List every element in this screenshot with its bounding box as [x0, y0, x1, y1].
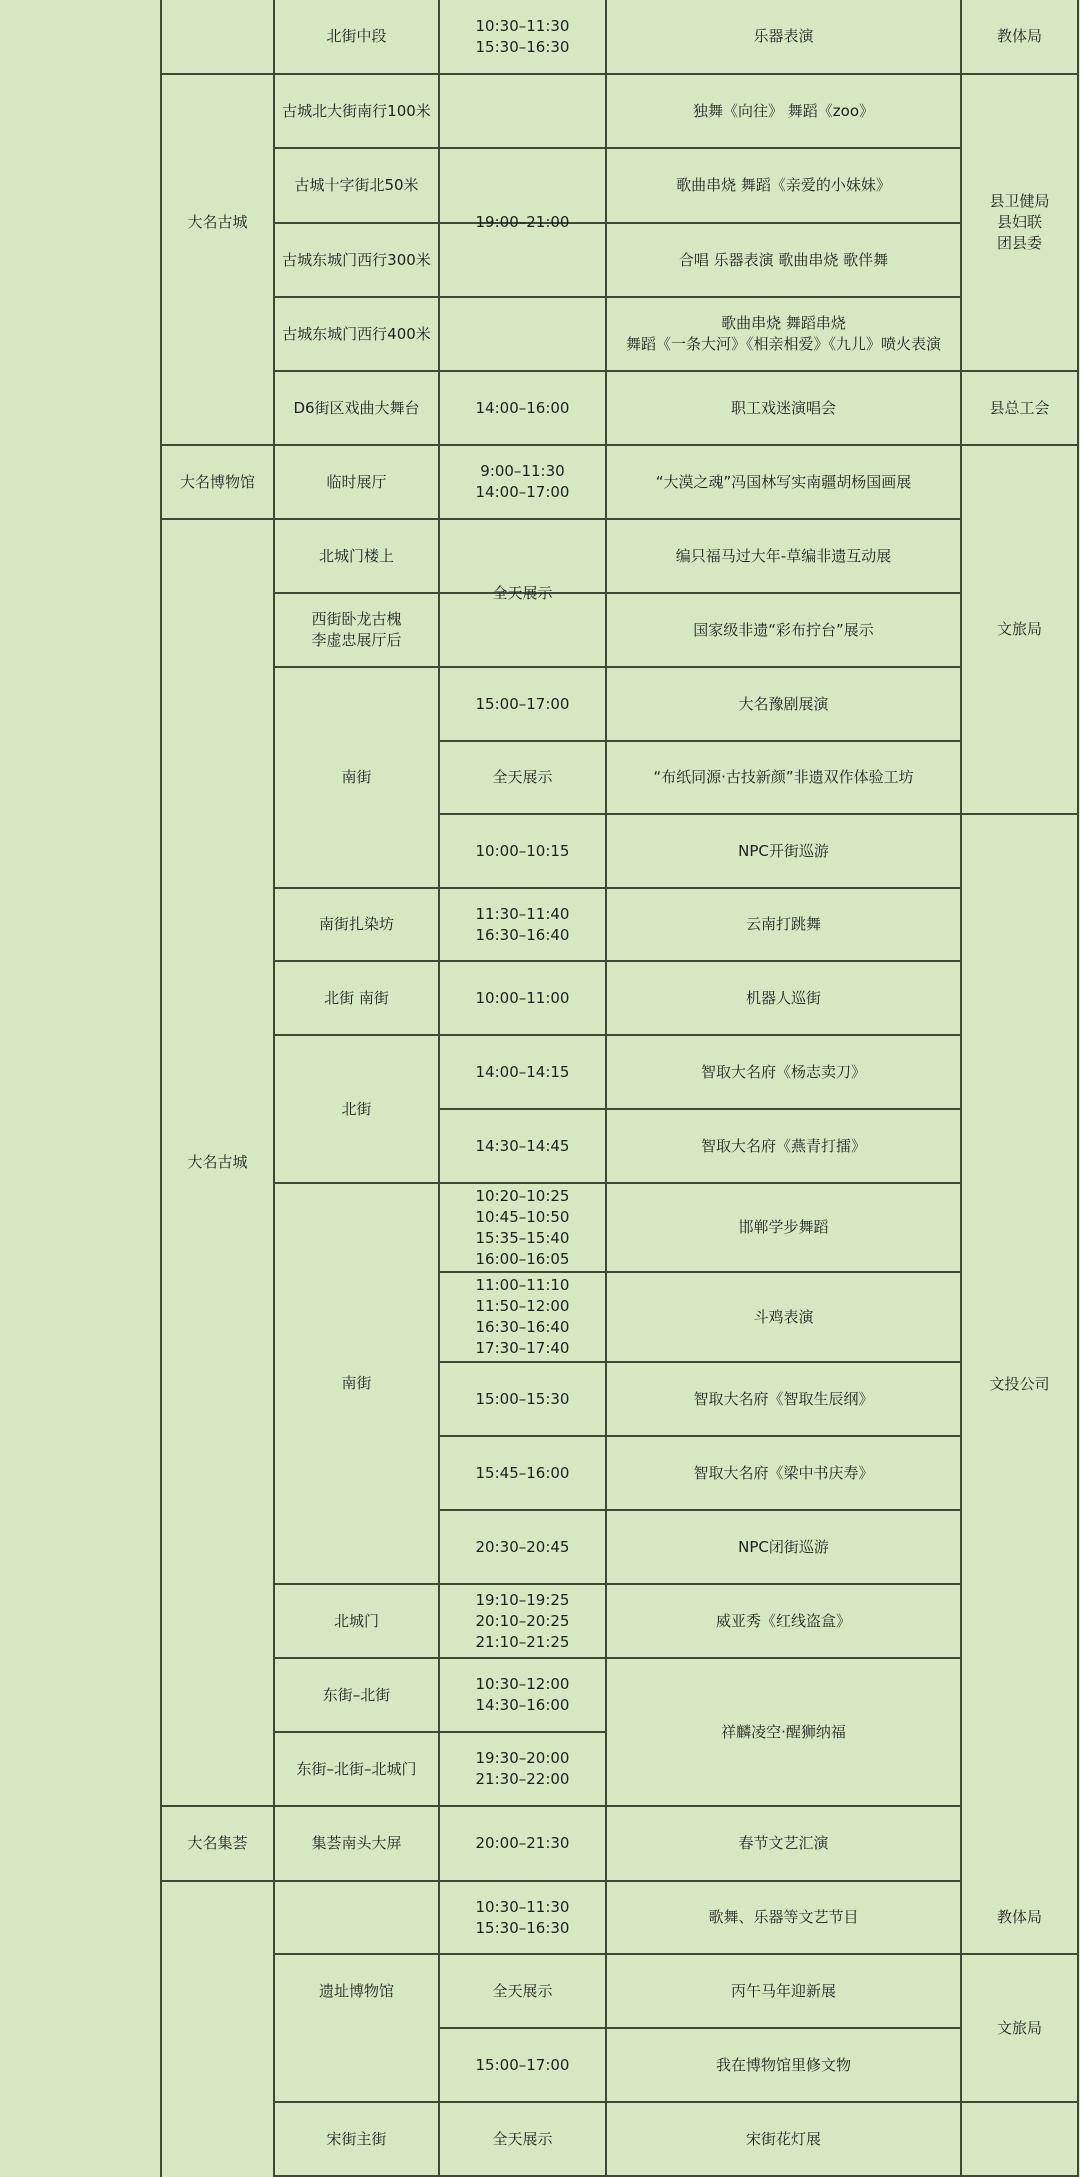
location-cell: 遗址博物馆	[318, 1982, 394, 2000]
event-cell: 国家级非遗“彩布拧台”展示	[693, 620, 874, 639]
location-cell: 宋街主街	[326, 2129, 387, 2148]
time-cell: 9:00–11:30 14:00–17:00	[475, 462, 570, 501]
event-cell: “大漠之魂”冯国林写实南疆胡杨国画展	[655, 472, 912, 491]
time-cell: 19:30–20:00 21:30–22:00	[475, 1749, 570, 1788]
location-cell: 北城门	[333, 1611, 379, 1630]
time-cell: 全天展示	[492, 583, 553, 602]
time-cell: 10:30–11:30 15:30–16:30	[475, 16, 570, 56]
event-cell: 斗鸡表演	[753, 1307, 814, 1326]
event-cell: 祥麟凌空·醒狮纳福	[721, 1722, 846, 1741]
event-cell: “布纸同源·古技新颜”非遗双作体验工坊	[653, 768, 914, 786]
location-cell: 南街扎染坊	[318, 915, 394, 933]
location-cell: 古城北大街南行100米	[282, 101, 431, 120]
organizer-cell: 县卫健局 县妇联 团县委	[989, 192, 1050, 252]
event-cell: 威亚秀《红线盗盒》	[715, 1611, 851, 1630]
event-cell: 大名豫剧展演	[738, 694, 829, 713]
time-cell: 11:30–11:40 16:30–16:40	[475, 904, 570, 944]
location-cell: 南街	[341, 768, 372, 786]
location-cell: 古城十字街北50米	[294, 176, 419, 194]
event-cell: 职工戏迷演唱会	[730, 398, 836, 417]
location-cell: 古城东城门西行400米	[282, 324, 431, 343]
event-cell: 独舞《向往》 舞蹈《zoo》	[693, 101, 874, 120]
time-cell: 10:00–11:00	[475, 988, 570, 1007]
time-cell: 19:10–19:25 20:10–20:25 21:10–21:25	[475, 1590, 570, 1651]
event-cell: 云南打跳舞	[745, 915, 821, 933]
location-cell: 东街–北街–北城门	[296, 1759, 417, 1778]
organizer-cell: 县总工会	[989, 398, 1050, 417]
venue-cell: 大名集荟	[187, 1834, 248, 1852]
location-cell: 东街–北街	[322, 1685, 391, 1704]
location-cell: 古城东城门西行300米	[282, 250, 431, 269]
event-cell: 合唱 乐器表演 歌曲串烧 歌伴舞	[678, 250, 889, 269]
event-cell: 智取大名府《燕青打擂》	[700, 1136, 866, 1155]
location-cell: 北街中段	[326, 27, 387, 45]
event-cell: 我在博物馆里修文物	[715, 2055, 851, 2074]
venue-cell: 大名古城	[187, 1153, 248, 1171]
event-cell: 乐器表演	[753, 27, 814, 45]
time-cell: 15:45–16:00	[475, 1463, 570, 1482]
event-cell: 宋街花灯展	[745, 2129, 821, 2148]
event-cell: 机器人巡街	[745, 988, 821, 1007]
location-cell: 集荟南头大屏	[311, 1834, 402, 1852]
event-cell: 邯郸学步舞蹈	[738, 1218, 829, 1236]
time-cell: 10:00–10:15	[475, 841, 570, 860]
event-cell: 丙午马年迎新展	[730, 1981, 836, 2000]
time-cell: 20:30–20:45	[475, 1537, 570, 1556]
location-cell: 西街卧龙古槐 李虚忠展厅后	[311, 610, 402, 649]
location-cell: D6街区戏曲大舞台	[293, 398, 420, 417]
location-cell: 北城门楼上	[318, 546, 394, 565]
organizer-cell: 文旅局	[996, 2018, 1042, 2037]
event-cell: 歌曲串烧 舞蹈串烧 舞蹈《一条大河》《相亲相爱》《九儿》喷火表演	[625, 314, 941, 353]
venue-cell: 大名博物馆	[179, 472, 255, 491]
event-cell: 春节文艺汇演	[738, 1834, 829, 1852]
column-divider	[1077, 0, 1079, 2177]
time-cell: 10:20–10:25 10:45–10:50 15:35–15:40 16:00–16:05	[475, 1186, 570, 1268]
time-cell: 14:00–14:15	[475, 1062, 570, 1081]
time-cell: 14:30–14:45	[475, 1136, 570, 1155]
time-cell: 10:30–12:00 14:30–16:00	[475, 1675, 570, 1714]
time-cell: 19:00–21:00	[475, 213, 570, 231]
location-cell: 南街	[341, 1374, 372, 1392]
event-cell: 智取大名府《智取生辰纲》	[693, 1389, 874, 1408]
location-cell: 临时展厅	[326, 472, 387, 491]
time-cell: 全天展示	[492, 768, 553, 786]
event-cell: 歌曲串烧 舞蹈《亲爱的小妹妹》	[676, 176, 891, 194]
event-cell: 编只福马过大年-草编非遗互动展	[675, 546, 892, 565]
time-cell: 14:00–16:00	[475, 398, 570, 417]
location-cell: 北街	[341, 1099, 372, 1118]
event-cell: 智取大名府《梁中书庆寿》	[693, 1463, 874, 1482]
event-cell: 智取大名府《杨志卖刀》	[700, 1062, 866, 1081]
time-cell: 15:00–17:00	[475, 694, 570, 713]
event-cell: NPC开街巡游	[738, 841, 829, 860]
organizer-cell: 文投公司	[989, 1374, 1050, 1393]
organizer-cell: 教体局	[996, 1908, 1042, 1926]
time-cell: 15:00–17:00	[475, 2055, 570, 2074]
event-cell: 歌舞、乐器等文艺节目	[708, 1908, 859, 1926]
organizer-cell: 教体局	[996, 27, 1042, 45]
time-cell: 15:00–15:30	[475, 1389, 570, 1408]
time-cell: 20:00–21:30	[475, 1834, 570, 1852]
location-cell: 北街 南街	[324, 988, 389, 1007]
venue-cell: 大名古城	[187, 212, 248, 231]
time-cell: 11:00–11:10 11:50–12:00 16:30–16:40 17:30–17:40	[475, 1276, 570, 1357]
time-cell: 全天展示	[492, 2129, 553, 2148]
organizer-cell: 文旅局	[996, 620, 1042, 638]
event-cell: NPC闭街巡游	[738, 1537, 829, 1556]
time-cell: 10:30–11:30 15:30–16:30	[475, 1897, 570, 1937]
time-cell: 全天展示	[492, 1981, 553, 2000]
